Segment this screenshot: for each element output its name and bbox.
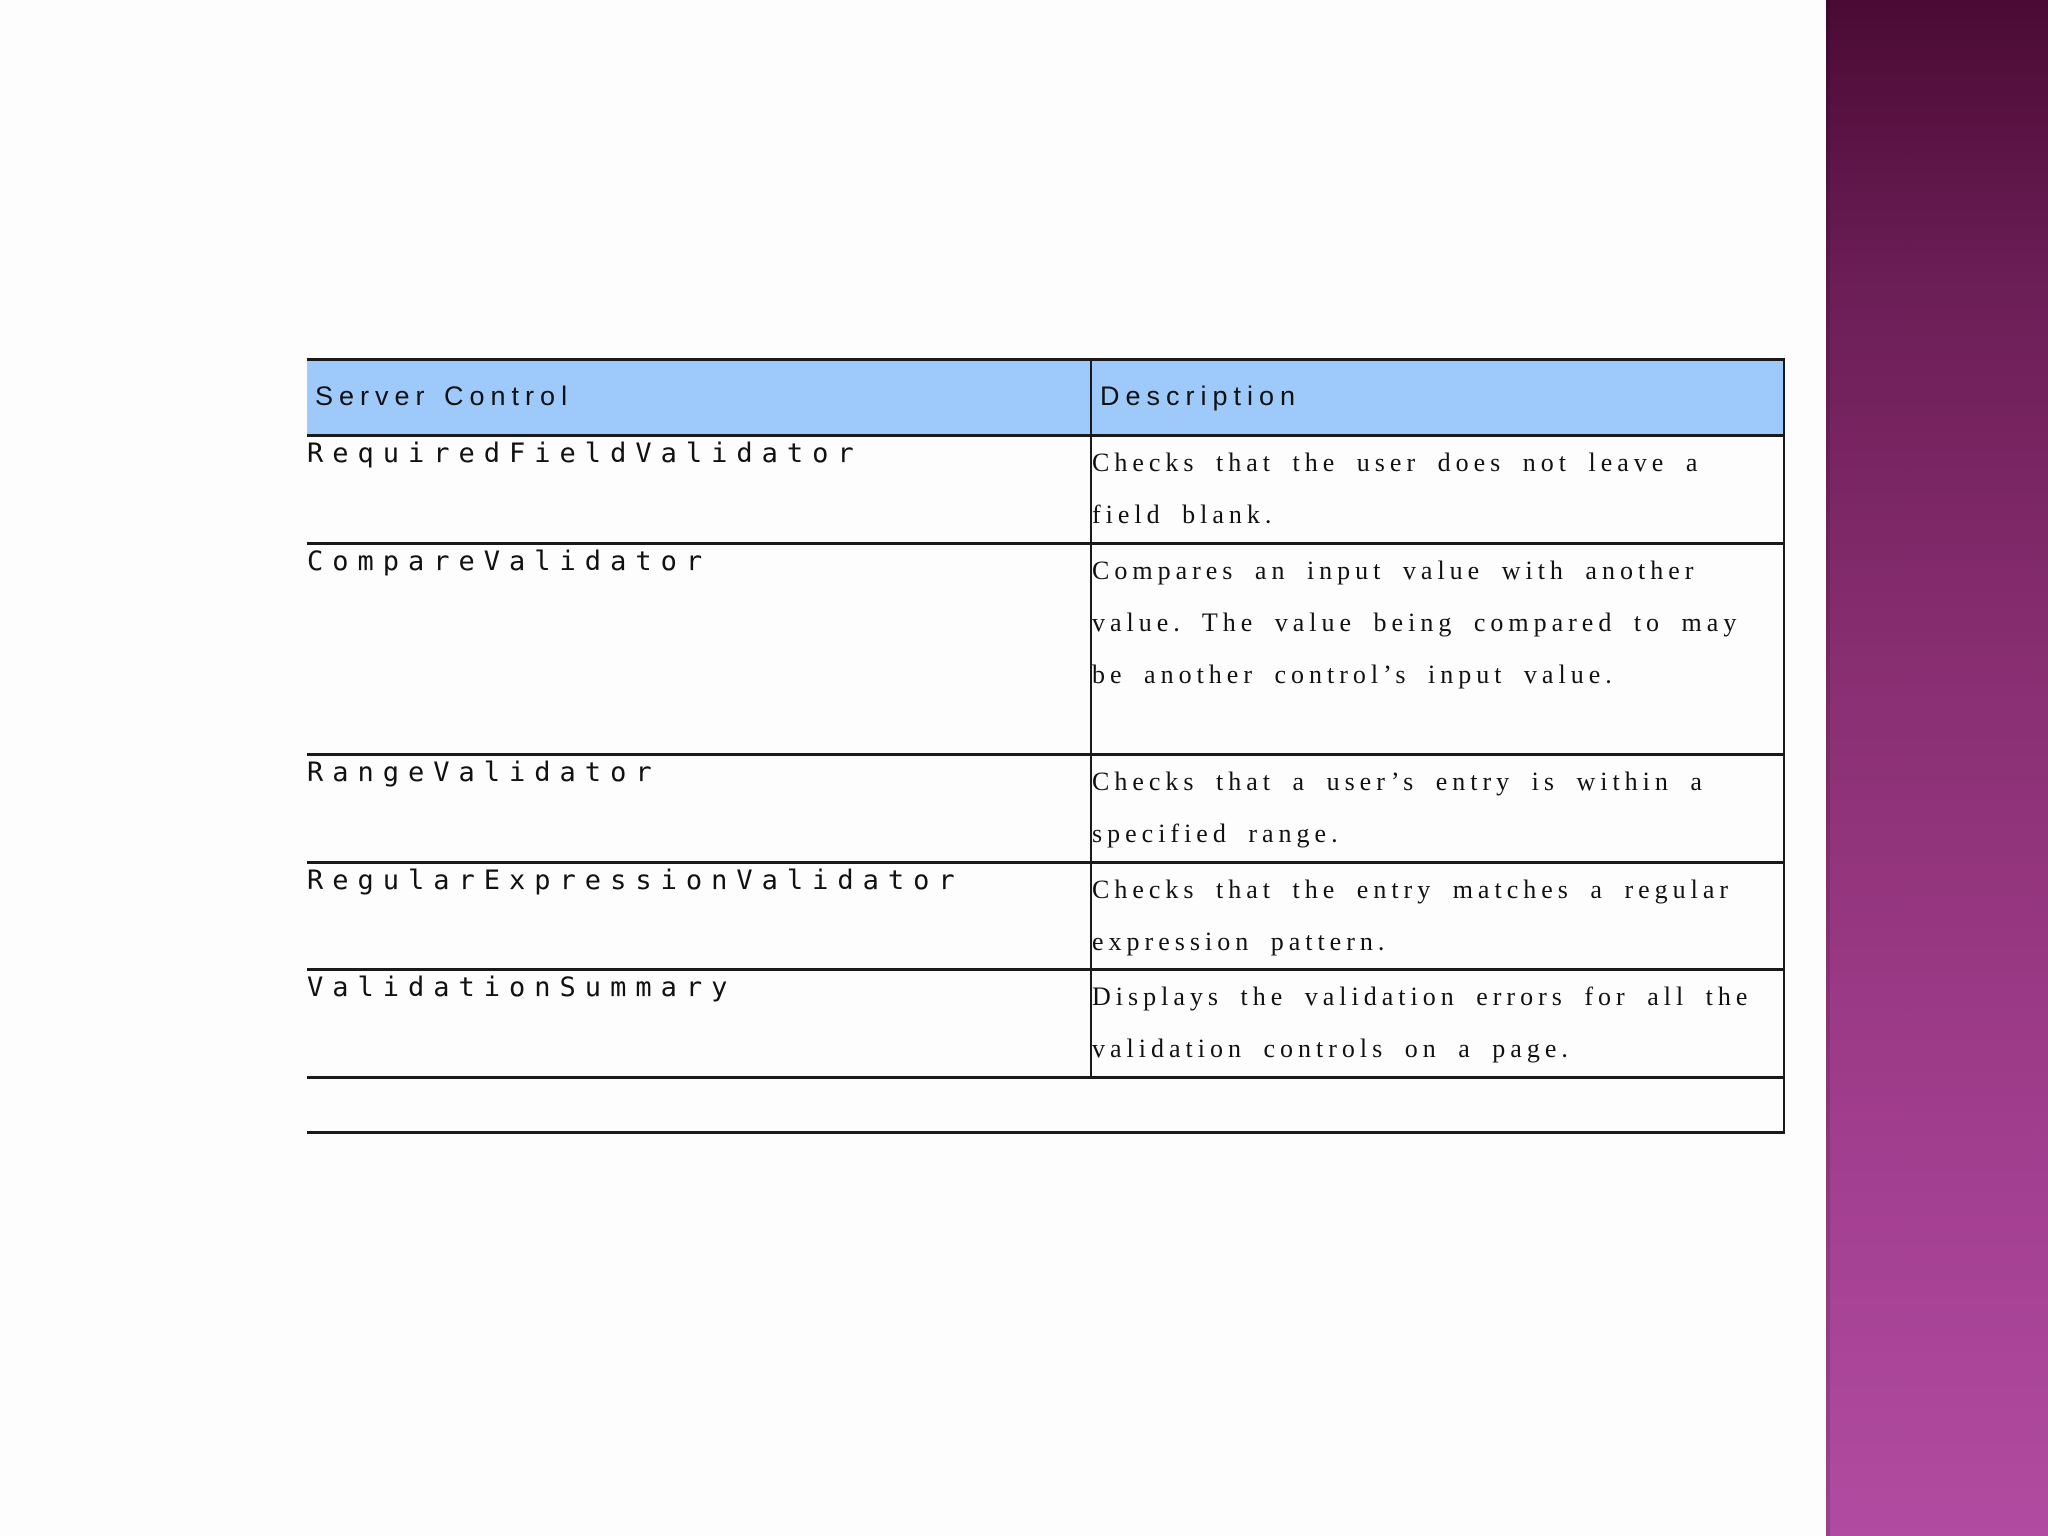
header-server-control [307, 360, 1091, 436]
control-name: CompareValidator [307, 546, 712, 577]
header-description [1091, 360, 1784, 436]
validation-controls-table [307, 358, 1785, 1134]
empty-table-row [307, 1078, 1784, 1133]
control-description: Checks that a user’s entry is within a specified range. [1092, 767, 1707, 848]
description-cell [1091, 755, 1784, 863]
control-name: RangeValidator [307, 757, 661, 788]
description-cell [1091, 436, 1784, 544]
control-description: Compares an input value with another value. The value being compared to may be another control’s input value. [1092, 556, 1742, 689]
control-cell [307, 755, 1091, 863]
description-cell [1091, 970, 1784, 1078]
control-cell [307, 436, 1091, 544]
control-cell [307, 970, 1091, 1078]
empty-cell [307, 1078, 1784, 1133]
control-description: Displays the validation errors for all the validation controls on a page. [1092, 982, 1753, 1063]
control-name: RequiredFieldValidator [307, 438, 863, 469]
control-name: RegularExpressionValidator [307, 865, 964, 896]
control-cell [307, 544, 1091, 755]
table-row [307, 863, 1784, 970]
table-row [307, 544, 1784, 755]
control-name: ValidationSummary [307, 972, 737, 1003]
description-cell [1091, 863, 1784, 970]
control-description: Checks that the entry matches a regular expression pattern. [1092, 875, 1734, 956]
description-cell [1091, 544, 1784, 755]
header-server-control-label: Server Control [315, 381, 574, 411]
table-row [307, 755, 1784, 863]
header-description-label: Description [1100, 381, 1302, 411]
control-cell [307, 863, 1091, 970]
control-description: Checks that the user does not leave a field blank. [1092, 448, 1703, 529]
table-row [307, 970, 1784, 1078]
table-row [307, 436, 1784, 544]
decorative-side-bar [1826, 0, 2048, 1536]
table-header-row [307, 360, 1784, 436]
